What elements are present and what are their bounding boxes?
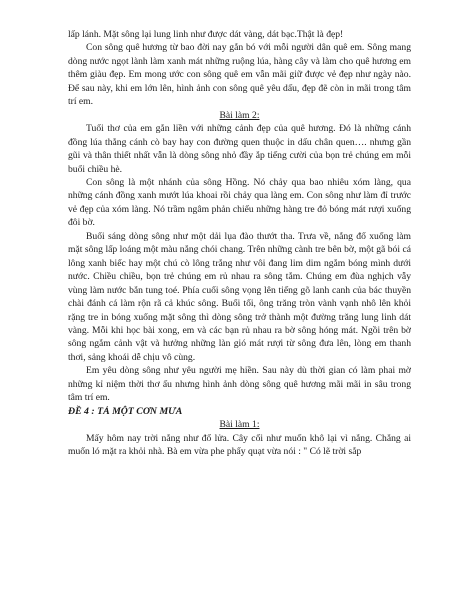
paragraph-2-3: Buổi sáng dòng sông như một dải lụa đào thướt tha. Trưa về, nắng đổ xuống làm mặt sông lấp loáng một màu nắng chói chang. Trên những cành tre bên bờ, một gã bói cá lông xanh biếc hay một chú cò lông trắng như vôi đang lim dim ngắm bóng mình dưới nước. Chiều chiều, bọn trẻ chúng em rủ nhau ra sông tắm. Chúng em đùa nghịch vẫy vùng làm nước bắn tung toé. Phía cuối sông vọng lên tiếng gõ lanh canh của bác thuyền chài đánh cá làm rộn rã cả khúc sông. Buổi tối, ông trăng tròn vành vạnh nhô lên khỏi rặng tre in bóng xuống mặt sông thì dòng sông trở thành một đường trăng lung linh dát vàng. Mỗi khi học bài xong, em và các bạn rủ nhau ra bờ sông hóng mát. Ngồi trên bờ sông ngắm cảnh vật và hưởng những làn gió mát rượi từ sông đưa lên, lòng em thanh thơi, sảng khoái dễ chịu vô cùng. bbox=[68, 230, 411, 363]
section-title: ĐỀ 4 : TẢ MỘT CƠN MƯA bbox=[68, 405, 183, 417]
paragraph-3-1: Mấy hôm nay trời nắng như đổ lửa. Cây cối như muốn khô lại vì nắng. Chẳng ai muốn ló mặt ra khỏi nhà. Bà em vừa phe phẩy quạt vừa nói : " Có lẽ trời sắp bbox=[68, 432, 411, 458]
essay-heading-2: Bài làm 2: bbox=[219, 109, 260, 121]
essay-heading-3: Bài làm 1: bbox=[219, 419, 260, 431]
paragraph-conclusion-1: Con sông quê hương từ bao đời nay gắn bó với mỗi người dân quê em. Sông mang dòng nước ngọt lành làm xanh mát những ruộng lúa, hàng cây và làm cho quê hương em thêm giàu đẹp. Em mong ước con sông quê em vẫn mãi giữ được vẻ đẹp như ngày nào. Để sau này, khi em lớn lên, hình ảnh con sông quê yêu dấu, đẹp đẽ còn in mãi trong tâm trí em. bbox=[68, 42, 411, 108]
paragraph-2-2: Con sông là một nhánh của sông Hồng. Nó chảy qua bao nhiêu xóm làng, qua những cánh đồng xanh mướt lúa khoai rồi chảy qua làng em. Con sông như làm đỉ trước vẻ đẹp của xóm làng. Nó trầm ngâm phản chiếu những hàng tre đỏ bóng mát rượi xuống đôi bờ. bbox=[68, 176, 411, 229]
paragraph-2-1: Tuổi thơ của em gắn liền với những cảnh đẹp của quê hương. Đó là những cánh đồng lúa thẳng cánh cò bay hay con đường quen thuộc in dấu chân quen…. nhưng gần gũi và thân thiết nhất vẫn là dòng sông nhỏ đầy ắp tiếng cười của bọn trẻ chúng em mỗi buổi chiều hè. bbox=[68, 123, 411, 175]
paragraph-continuation: lấp lánh. Mặt sông lại lung linh như được dát vàng, dát bạc.Thật là đẹp! bbox=[68, 29, 344, 40]
document-body bbox=[68, 28, 411, 459]
paragraph-2-4: Em yêu dòng sông như yêu người mẹ hiền. Sau này dù thời gian có làm phai mờ những kỉ niệm thời thơ ấu nhưng hình ảnh dòng sông quê hương mãi mãi in sâu trong tâm trí em. bbox=[68, 365, 411, 404]
